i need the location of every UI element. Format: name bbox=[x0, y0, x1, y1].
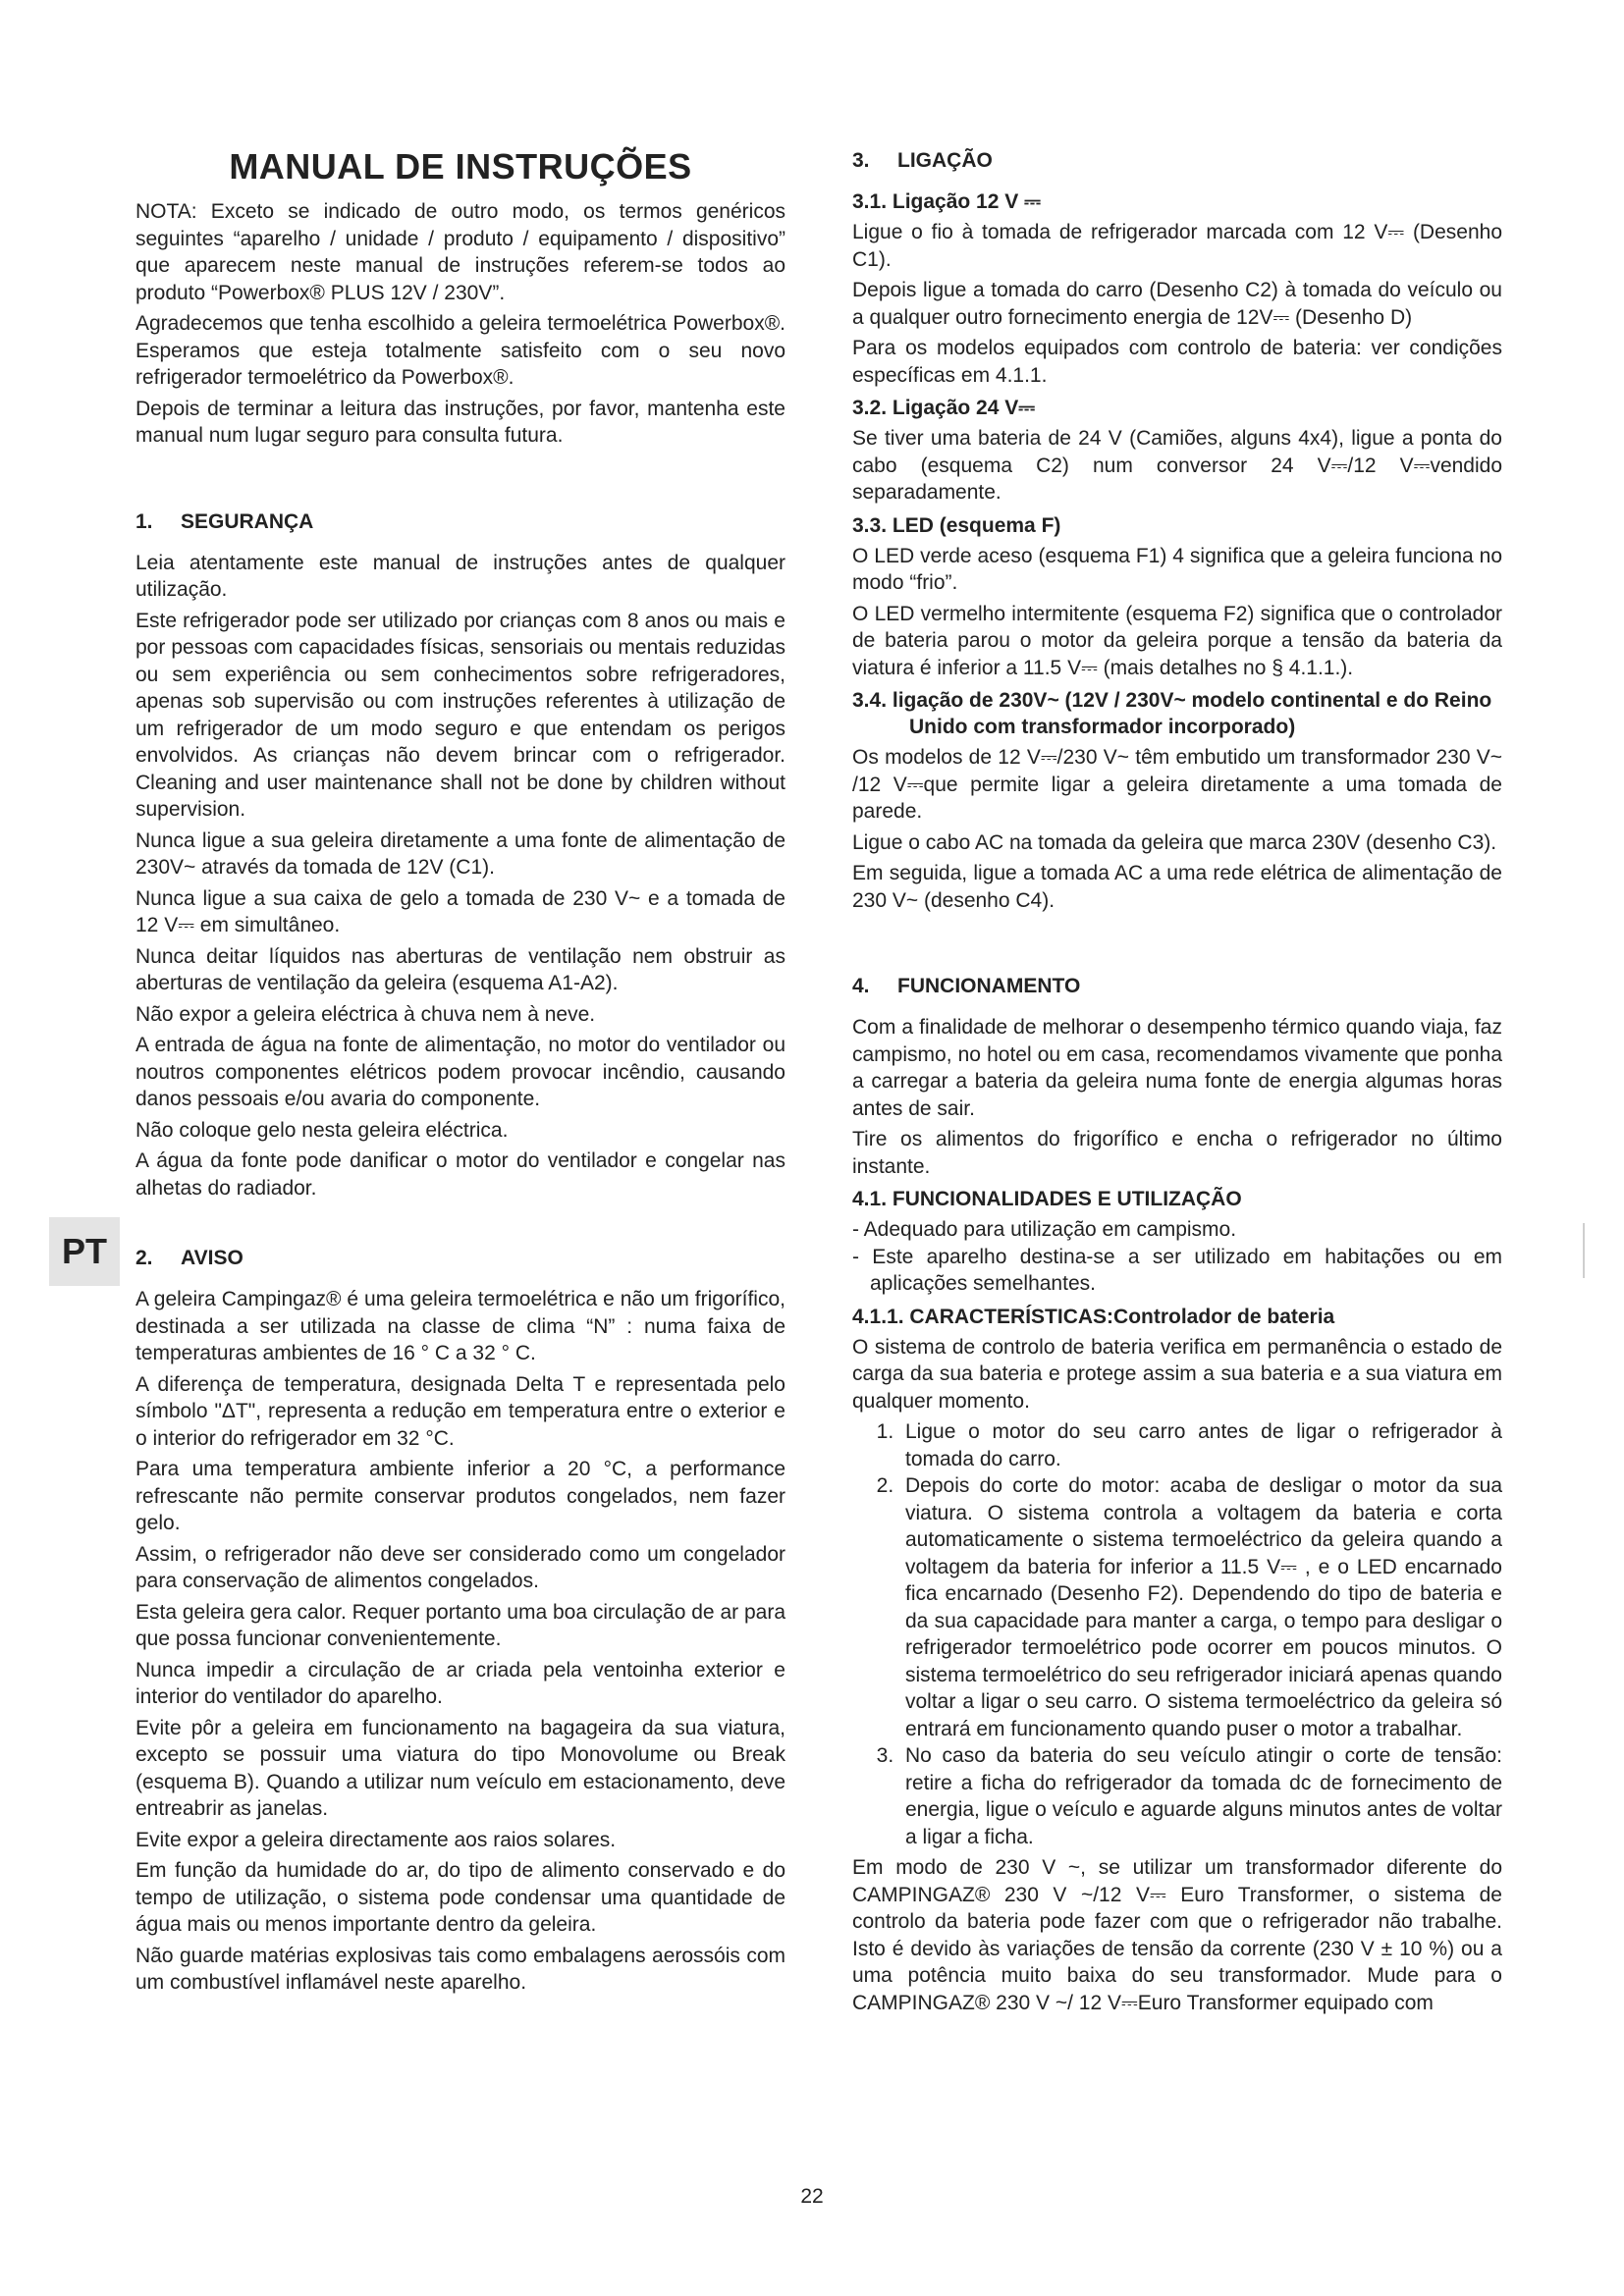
intro-block bbox=[135, 198, 785, 450]
paragraph: O LED vermelho intermitente (esquema F2) significa que o controlador de bateria parou o motor da geleira porque a tensão da bateria da viatura é inferior a 11.5 V⎓ (mais detalhes no § 4.1.1.). bbox=[852, 602, 1502, 679]
list-item: 3. No caso da bateria do seu veículo atingir o corte de tensão: retire a ficha do refrigerador da tomada dc de fornecimento de energia, ligue o veículo e aguarde alguns minutos antes de voltar a ligar a ficha. bbox=[899, 1742, 1502, 1850]
battery-control-steps bbox=[852, 1418, 1502, 1850]
manual-title: MANUAL DE INSTRUÇÕES bbox=[229, 146, 692, 187]
section-2-heading: 2. AVISO bbox=[135, 1247, 244, 1269]
paragraph: Assim, o refrigerador não deve ser considerado como um congelador para conservação de alimentos congelados. bbox=[135, 1542, 785, 1592]
paragraph: A entrada de água na fonte de alimentação, no motor do ventilador ou noutros componentes elétricos podem provocar incêndio, causando danos pessoais e/ou avaria do componente. bbox=[135, 1034, 785, 1110]
paragraph: Para uma temperatura ambiente inferior a 20 °C, a performance refrescante não permite conservar produtos congelados, nem fazer gelo. bbox=[135, 1458, 785, 1534]
subsection-3-3-heading: 3.3. LED (esquema F) bbox=[852, 513, 1061, 537]
paragraph: Evite pôr a geleira em funcionamento na bagageira da sua viatura, excepto se possuir uma viatura do tipo Monovolume ou Break (esquema B). Quando a utilizar num veículo em estacionamento, deve entreabrir as janelas. bbox=[135, 1716, 785, 1820]
features-list bbox=[852, 1216, 1502, 1298]
list-item: 1. Ligue o motor do seu carro antes de ligar o refrigerador à tomada do carro. bbox=[899, 1418, 1502, 1472]
section-4-heading: 4. FUNCIONAMENTO bbox=[852, 975, 1081, 997]
paragraph: Não coloque gelo nesta geleira eléctrica. bbox=[135, 1118, 509, 1142]
paragraph: Não expor a geleira eléctrica à chuva nem à neve. bbox=[135, 1002, 596, 1026]
paragraph: Em seguida, ligue a tomada AC a uma rede elétrica de alimentação de 230 V~ (desenho C4). bbox=[852, 862, 1502, 912]
paragraph: Ligue o fio à tomada de refrigerador marcada com 12 V⎓ (Desenho C1). bbox=[852, 221, 1502, 271]
paragraph: A geleira Campingaz® é uma geleira termoelétrica e não um frigorífico, destinada a ser utilizada na classe de clima “N” : numa faixa de temperaturas ambientes de 16 ° C a 32 ° C. bbox=[135, 1288, 785, 1364]
intro-paragraph: Depois de terminar a leitura das instruções, por favor, mantenha este manual num lugar seguro para consulta futura. bbox=[135, 397, 785, 447]
subsection-3-4-heading: 3.4. ligação de 230V~ (12V / 230V~ modelo continental e do Reino Unido com transformador incorporado) bbox=[852, 689, 1492, 738]
intro-paragraph: NOTA: Exceto se indicado de outro modo, os termos genéricos seguintes “aparelho / unidade / produto / equipamento / dispositivo” que aparecem neste manual de instruções referem-se todos ao produto “Powerbox® PLUS 12V / 230V”. bbox=[135, 200, 785, 304]
subsection-4-1-1-heading: 4.1.1. CARACTERÍSTICAS:Controlador de bateria bbox=[852, 1305, 1335, 1328]
subsection-3-2-heading: 3.2. Ligação 24 V⎓ bbox=[852, 397, 1036, 419]
section-1-heading: 1. SEGURANÇA bbox=[135, 509, 314, 533]
paragraph: Com a finalidade de melhorar o desempenho térmico quando viaja, faz campismo, no hotel ou em casa, recomendamos vivamente que ponha a carregar a bateria da geleira numa fonte de energia algumas horas antes de sair. bbox=[852, 1016, 1502, 1120]
paragraph: Depois ligue a tomada do carro (Desenho C2) à tomada do veículo ou a qualquer outro fornecimento energia de 12V⎓ (Desenho D) bbox=[852, 279, 1502, 329]
page-edge-mark bbox=[1583, 1223, 1585, 1278]
paragraph: O LED verde aceso (esquema F1) 4 significa que a geleira funciona no modo “frio”. bbox=[852, 544, 1502, 594]
subsection-4-1-heading: 4.1. FUNCIONALIDADES E UTILIZAÇÃO bbox=[852, 1188, 1242, 1210]
list-item: - Este aparelho destina-se a ser utilizado em habitações ou em aplicações semelhantes. bbox=[852, 1245, 1502, 1295]
paragraph: Se tiver uma bateria de 24 V (Camiões, alguns 4x4), ligue a ponta do cabo (esquema C2) num conversor 24 V⎓/12 V⎓vendido separadamente. bbox=[852, 427, 1502, 504]
paragraph: A água da fonte pode danificar o motor do ventilador e congelar nas alhetas do radiador. bbox=[135, 1149, 785, 1200]
paragraph: Este refrigerador pode ser utilizado por crianças com 8 anos ou mais e por pessoas com capacidades físicas, sensoriais ou mentais reduzidas ou sem experiência ou sem conhecimentos sobre refrigeradores, apenas sob supervisão ou com instruções referentes à utilização de um refrigerador de um modo seguro e que entendam os perigos envolvidos. As crianças não devem brincar com o refrigerador. Cleaning and user maintenance shall not be done by children without supervision. bbox=[135, 609, 785, 821]
paragraph: Esta geleira gera calor. Requer portanto uma boa circulação de ar para que possa funcionar convenientemente. bbox=[135, 1600, 785, 1650]
paragraph: Nunca impedir a circulação de ar criada pela ventoinha exterior e interior do ventilador do aparelho. bbox=[135, 1658, 785, 1708]
language-tab: PT bbox=[49, 1217, 120, 1286]
paragraph: Em modo de 230 V ~, se utilizar um transformador diferente do CAMPINGAZ® 230 V ~/12 V⎓ Euro Transformer, o sistema de controlo da bateria pode fazer com que o refrigerador não trabalhe. Isto é devido às variações de tensão da corrente (230 V ± 10 %) ou a uma potência muito baixa do seu transformador. Mude para o CAMPINGAZ® 230 V ~/ 12 V⎓Euro Transformer equipado com bbox=[852, 1856, 1502, 2014]
paragraph: Os modelos de 12 V⎓/230 V~ têm embutido um transformador 230 V~ /12 V⎓que permite ligar a geleira diretamente a uma tomada de parede. bbox=[852, 746, 1502, 823]
section-1-body bbox=[135, 550, 785, 1202]
paragraph: Nunca ligue a sua geleira diretamente a uma fonte de alimentação de 230V~ através da tomada de 12V (C1). bbox=[135, 828, 785, 879]
paragraph: Nunca deitar líquidos nas aberturas de ventilação nem obstruir as aberturas de ventilação da geleira (esquema A1-A2). bbox=[135, 944, 785, 994]
intro-paragraph: Agradecemos que tenha escolhido a geleira termoelétrica Powerbox®. Esperamos que esteja totalmente satisfeito com o seu novo refrigerador termoelétrico da Powerbox®. bbox=[135, 312, 785, 389]
right-column bbox=[852, 137, 1502, 2020]
section-2-body bbox=[135, 1286, 785, 1997]
list-item: 2. Depois do corte do motor: acaba de desligar o motor da sua viatura. O sistema controla a voltagem da bateria e corta automaticamente o sistema termoeléctrico da geleira quando a voltagem da bateria for inferior a 11.5 V⎓ , e o LED encarnado fica encarnado (Desenho F2). Dependendo do tipo de bateria e da sua capacidade para manter a carga, o tempo para desligar o refrigerador termoelétrico pode ocorrer em poucos minutos. O sistema termoelétrico do seu refrigerador iniciará apenas quando voltar a ligar o seu carro. O sistema termoeléctrico da geleira só entrará em funcionamento quando puser o motor a trabalhar. bbox=[899, 1472, 1502, 1742]
list-item: - Adequado para utilização em campismo. bbox=[852, 1218, 1237, 1241]
paragraph: Tire os alimentos do frigorífico e encha o refrigerador no último instante. bbox=[852, 1128, 1502, 1178]
paragraph: Ligue o cabo AC na tomada da geleira que marca 230V (desenho C3). bbox=[852, 830, 1497, 854]
paragraph: Não guarde matérias explosivas tais como embalagens aerossóis com um combustível inflamável neste aparelho. bbox=[135, 1944, 785, 1994]
section-3-heading: 3. LIGAÇÃO bbox=[852, 149, 993, 172]
page-number: 22 bbox=[800, 2185, 824, 2208]
paragraph: Em função da humidade do ar, do tipo de alimento conservado e do tempo de utilização, o sistema pode condensar uma quantidade de água mais ou menos importante dentro da geleira. bbox=[135, 1859, 785, 1936]
paragraph: Evite expor a geleira directamente aos raios solares. bbox=[135, 1828, 617, 1851]
paragraph: Leia atentamente este manual de instruções antes de qualquer utilização. bbox=[135, 551, 785, 601]
paragraph: Nunca ligue a sua caixa de gelo a tomada de 230 V~ e a tomada de 12 V⎓ em simultâneo. bbox=[135, 886, 785, 936]
paragraph: A diferença de temperatura, designada Delta T e representada pelo símbolo "ΔT", representa a redução em temperatura entre o exterior e o interior do refrigerador em 32 °C. bbox=[135, 1372, 785, 1450]
left-column bbox=[135, 137, 785, 2001]
paragraph: Para os modelos equipados com controlo de bateria: ver condições específicas em 4.1.1. bbox=[852, 337, 1502, 387]
paragraph: O sistema de controlo de bateria verifica em permanência o estado de carga da sua bateria e protege assim a sua bateria e a sua viatura em qualquer momento. bbox=[852, 1335, 1502, 1413]
subsection-3-1-heading: 3.1. Ligação 12 V ⎓ bbox=[852, 190, 1041, 213]
